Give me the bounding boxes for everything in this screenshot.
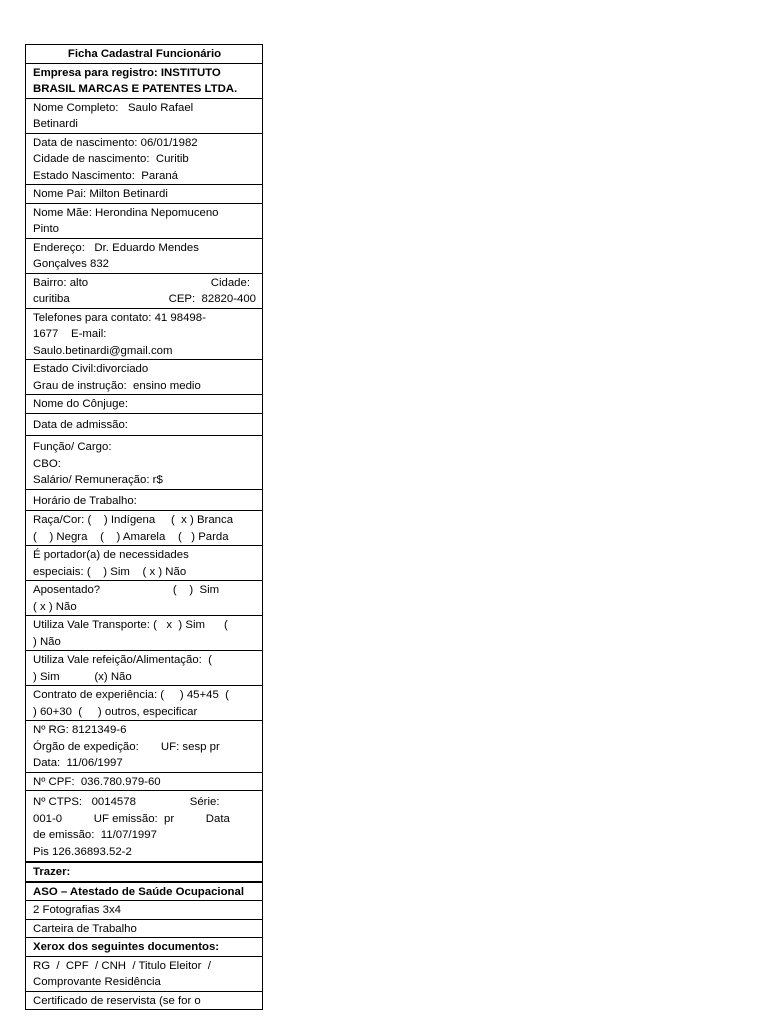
ctps-date: de emissão: 11/07/1997 xyxy=(33,829,157,841)
company-label: Empresa para registro: INSTITUTO xyxy=(33,66,221,79)
contact-field xyxy=(25,308,263,361)
address-label: Endereço: Dr. Eduardo Mendes xyxy=(33,241,199,254)
retired-value: ( x ) Não xyxy=(33,600,77,613)
meal-voucher-value: ) Sim (x) Não xyxy=(33,670,132,683)
district: Bairro: alto xyxy=(33,276,89,289)
special-needs-value: especiais: ( ) Sim ( x ) Não xyxy=(33,565,187,578)
rg-date: Data: 11/06/1997 xyxy=(33,757,123,769)
bring-item-copies-title: Xerox dos seguintes documentos: xyxy=(25,937,263,957)
ctps-series: 001-0 UF emissão: pr Data xyxy=(33,812,230,825)
retired-field xyxy=(25,580,263,616)
cep: CEP: 82820-400 xyxy=(168,293,256,305)
meal-voucher-field xyxy=(25,650,263,686)
father-name-field xyxy=(25,184,263,204)
bring-item-aso: ASO – Atestado de Saúde Ocupacional xyxy=(25,881,263,902)
birth-city: Cidade de nascimento: Curitib xyxy=(33,153,189,165)
admission-date-field xyxy=(25,413,263,437)
transport-voucher-label: Utiliza Vale Transporte: ( x ) Sim ( xyxy=(33,619,228,631)
employee-registration-form xyxy=(25,44,263,1010)
cpf-field xyxy=(25,772,263,792)
trial-contract-value: ) 60+30 ( ) outros, especificar xyxy=(33,705,198,718)
bring-item-photos: 2 Fotografias 3x4 xyxy=(25,900,263,920)
admission-date: Data de admissão: xyxy=(33,418,128,431)
full-name-label: Nome Completo: Saulo Rafael xyxy=(33,101,194,114)
father-name: Nome Pai: Milton Betinardi xyxy=(33,188,168,200)
email-value: Saulo.betinardi@gmail.com xyxy=(33,344,173,357)
spouse-name: Nome do Cônjuge: xyxy=(33,398,128,410)
birth-field xyxy=(25,133,263,186)
company-value: BRASIL MARCAS E PATENTES LTDA. xyxy=(33,83,238,95)
phone-label: Telefones para contato: 41 98498- xyxy=(33,311,206,324)
transport-voucher-field xyxy=(25,615,263,651)
spouse-field xyxy=(25,394,263,414)
bring-item-reservist: Certificado de reservista (se for o xyxy=(25,991,263,1011)
work-hours: Horário de Trabalho: xyxy=(33,494,137,507)
race-field xyxy=(25,510,263,546)
mother-name-label: Nome Mãe: Herondina Nepomuceno xyxy=(33,206,219,219)
cpf-number: Nº CPF: 036.780.979-60 xyxy=(33,775,161,788)
bring-title: Trazer: xyxy=(25,861,263,882)
full-name-field xyxy=(25,98,263,134)
cbo: CBO: xyxy=(33,457,61,470)
job-role: Função/ Cargo: xyxy=(33,441,112,453)
documents-residence: Comprovante Residência xyxy=(33,976,161,988)
address-value: Gonçalves 832 xyxy=(33,258,109,270)
city-label: Cidade: xyxy=(210,276,250,289)
pis-number: Pis 126.36893.52-2 xyxy=(33,845,132,858)
race-line-1: Raça/Cor: ( ) Indígena ( x ) Branca xyxy=(33,514,234,526)
civil-status: Estado Civil:divorciado xyxy=(33,363,149,375)
rg-issuer: Órgão de expedição: UF: sesp pr xyxy=(33,740,220,753)
trial-contract-field xyxy=(25,685,263,721)
retired-label: Aposentado? ( ) Sim xyxy=(33,584,220,596)
special-needs-field xyxy=(25,545,263,581)
mother-name-field xyxy=(25,203,263,239)
form-title: Ficha Cadastral Funcionário xyxy=(25,44,263,64)
civil-status-field xyxy=(25,359,263,395)
documents-list: RG / CPF / CNH / Titulo Eleitor / xyxy=(33,959,211,972)
ctps-number: Nº CTPS: 0014578 Série: xyxy=(33,796,220,808)
rg-field xyxy=(25,720,263,773)
birth-state: Estado Nascimento: Paraná xyxy=(33,169,178,182)
address-field xyxy=(25,238,263,274)
meal-voucher-label: Utiliza Vale refeição/Alimentação: ( xyxy=(33,654,212,666)
job-field xyxy=(25,435,263,490)
ctps-field xyxy=(25,790,263,862)
education: Grau de instrução: ensino medio xyxy=(33,379,201,392)
city-value: curitiba xyxy=(33,293,70,305)
special-needs-label: É portador(a) de necessidades xyxy=(33,549,189,561)
phone-email: 1677 E-mail: xyxy=(33,328,107,340)
salary: Salário/ Remuneração: r$ xyxy=(33,474,163,486)
company-field xyxy=(25,63,263,99)
transport-voucher-value: ) Não xyxy=(33,635,61,648)
full-name-value: Betinardi xyxy=(33,118,78,130)
birth-date: Data de nascimento: 06/01/1982 xyxy=(33,136,198,149)
bring-item-documents xyxy=(25,956,263,992)
rg-number: Nº RG: 8121349-6 xyxy=(33,724,127,736)
trial-contract-label: Contrato de experiência: ( ) 45+45 ( xyxy=(33,689,229,701)
district-city-field xyxy=(25,273,263,309)
work-hours-field xyxy=(25,489,263,512)
mother-name-value: Pinto xyxy=(33,223,59,235)
race-line-2: ( ) Negra ( ) Amarela ( ) Parda xyxy=(33,530,229,543)
bring-item-work-card: Carteira de Trabalho xyxy=(25,919,263,939)
